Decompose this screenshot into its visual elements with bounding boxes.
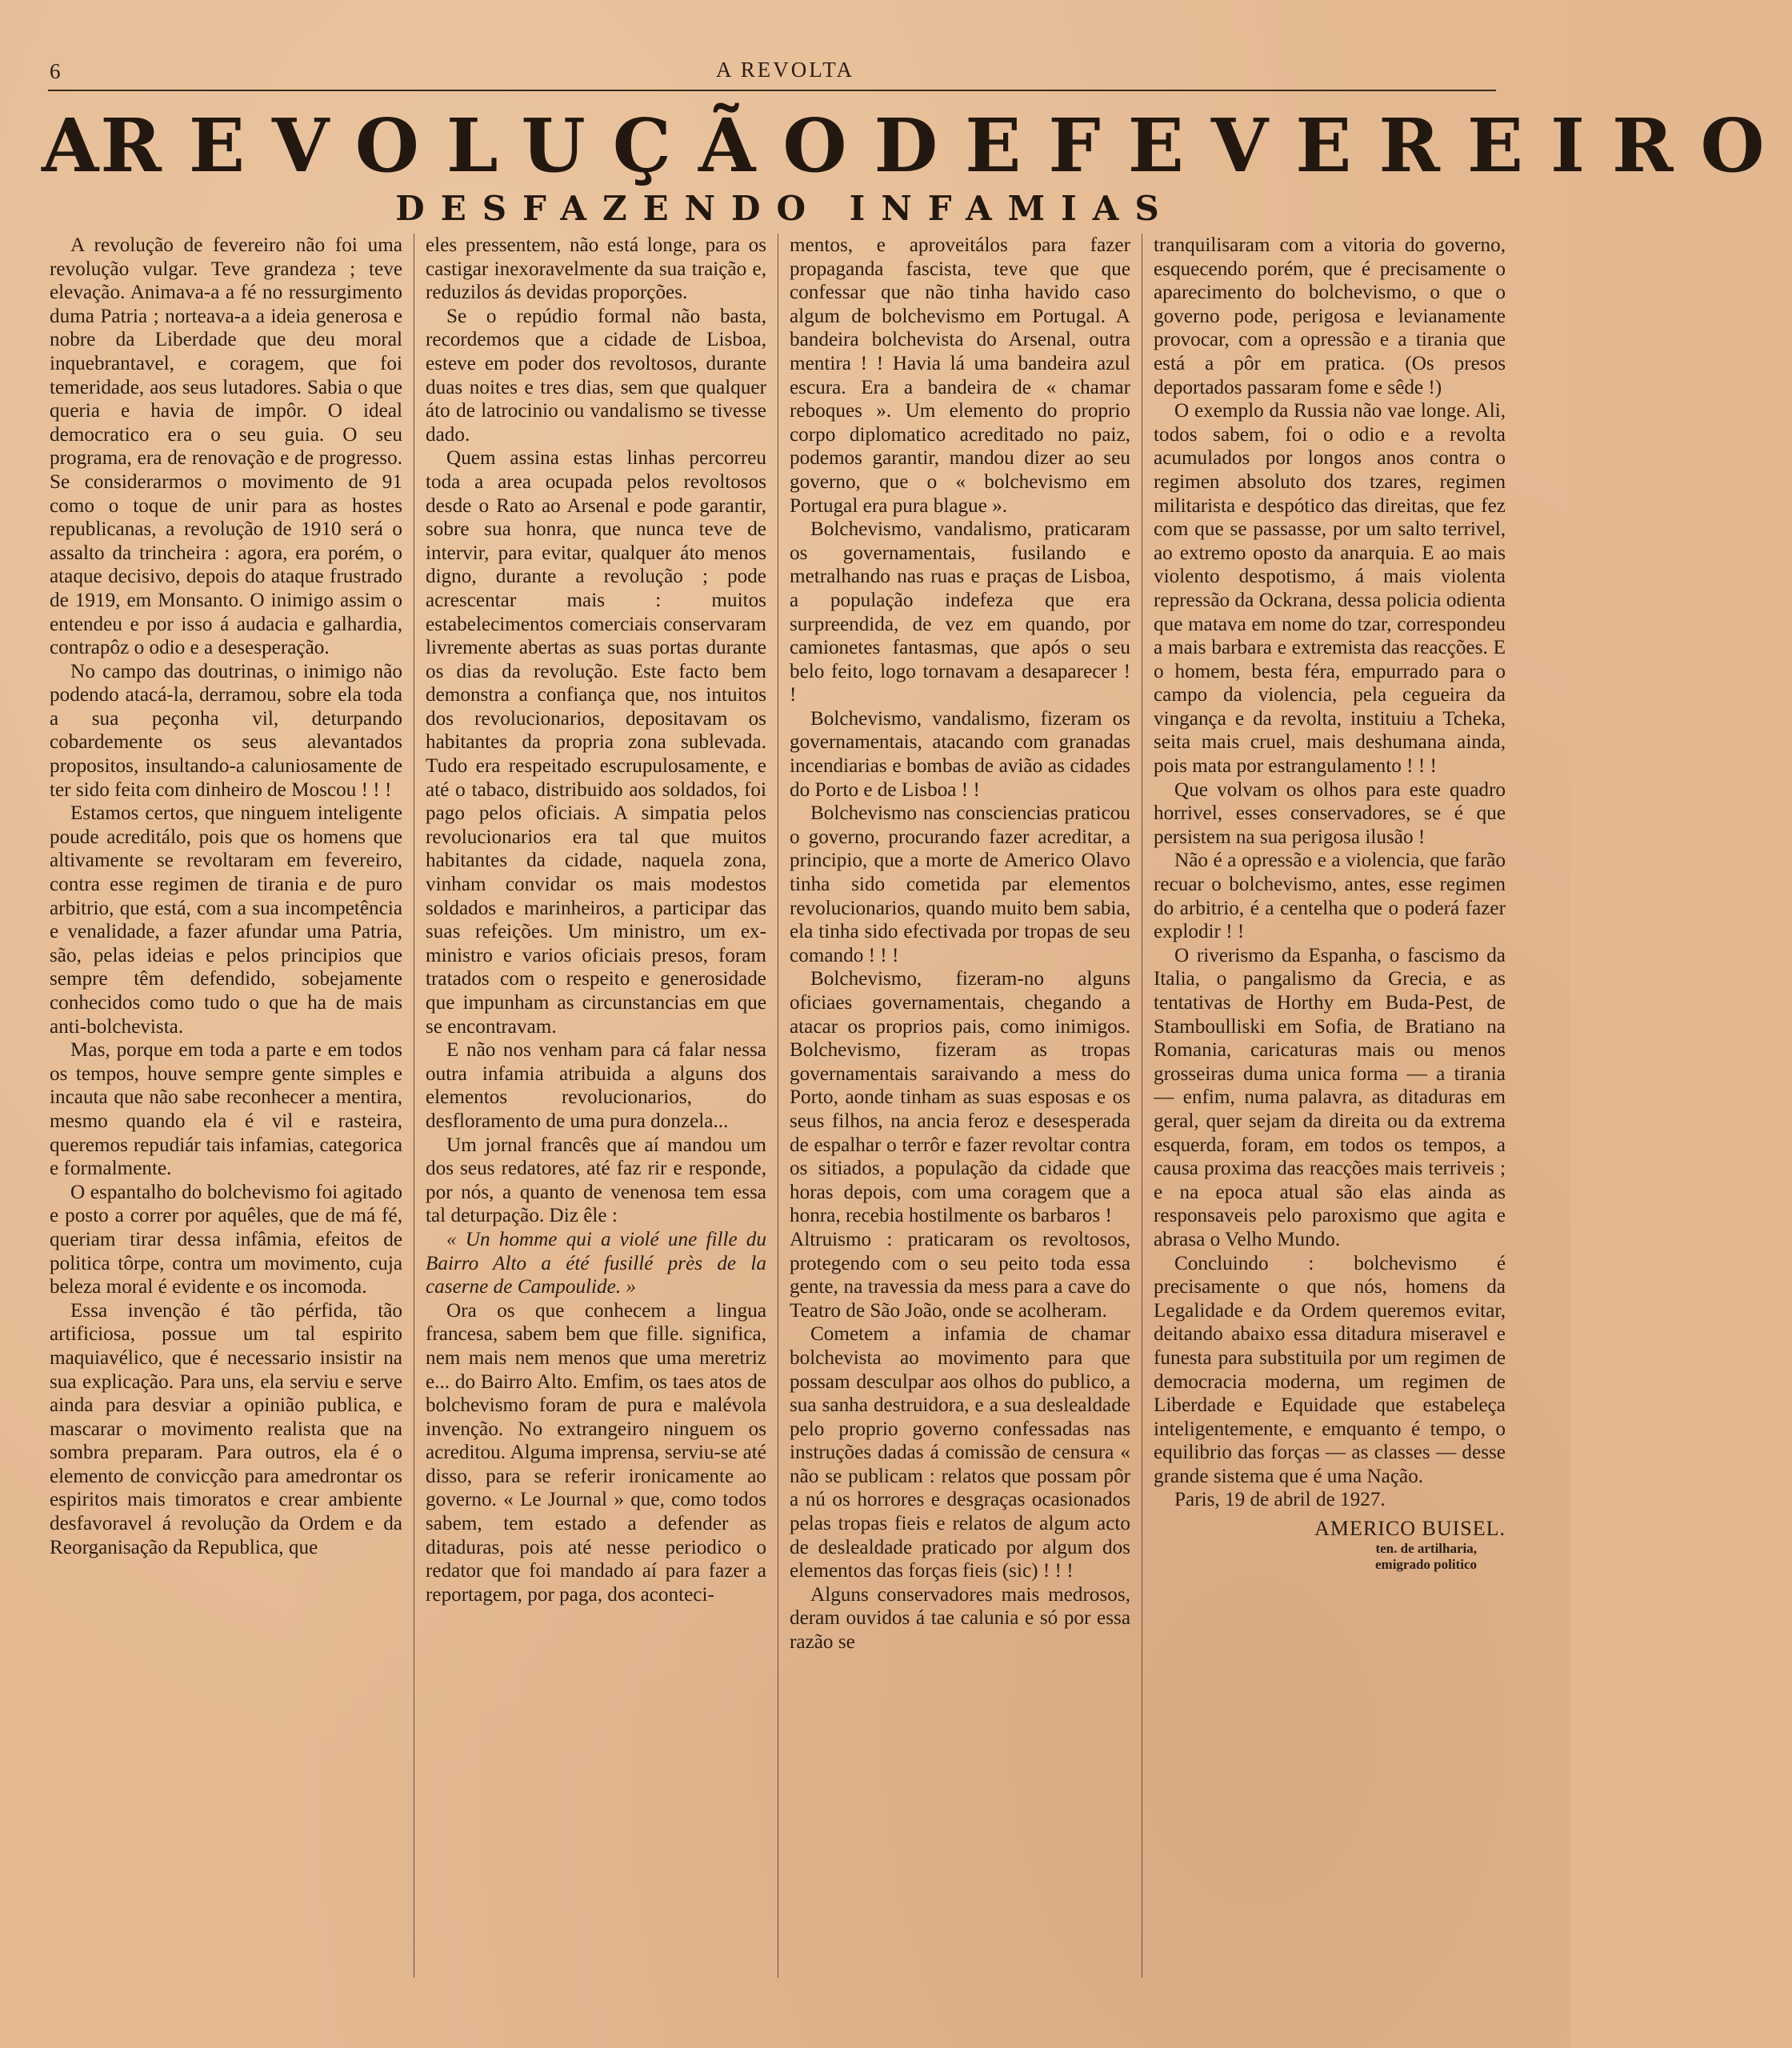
- article-column-2: [414, 234, 778, 1978]
- headline-word: DE: [874, 102, 1049, 189]
- paragraph: Quem assina estas linhas percorreu toda a area ocupada pelos revoltosos desde o Rato ao Arsenal e pode garantir, sobre sua honra, que nunca teve de intervir, para evitar, qualquer áto menos digno, durante a revolução ; pode acrescentar mais : muitos estabelecimentos comerciais conservaram livremente abertas as suas portas durante os dias da revolução. Este facto bem demonstra a confiança que, nos intuitos dos revolucionarios, depositavam os habitantes da propria zona sublevada. Tudo era respeitado escrupulosamente, e até o tabaco, distribuido aos soldados, foi pago pelos oficiais. A simpatia pelos revolucionarios era tal que muitos habitantes da cidade, naquela zona, vinham convidar os mais modestos soldados e marinheiros, a participar das suas refeições. Um ministro, um ex-ministro e varios oficiais presos, foram tratados com o respeito e generosidade que impunham as circunstancias em que se encontravam.: [426, 447, 766, 1038]
- paragraph: O exemplo da Russia não vae longe. Ali, todos sabem, foi o odio e a revolta acumulados por longos anos contra o regimen absoluto dos tzares, regimen militarista e despótico das direitas, que fez com que se passasse, por um salto terrivel, ao extremo oposto da anarquia. E ao mais violento despotismo, á mais violenta repressão da Ockrana, dessa policia odienta que matava em nome do tzar, correspondeu a mais barbara e extremista das reacções. E o homem, besta féra, empurrado para o campo da violencia, pela cegueira da vingança e da revolta, instituiu a Tcheka, seita mais cruel, mais deshumana ainda, pois mata por estrangulamento ! ! !: [1154, 400, 1506, 778]
- paragraph: Não é a opressão e a violencia, que farão recuar o bolchevismo, antes, esse regimen do arbitrio, é a centelha que o poderá fazer explodir ! !: [1154, 850, 1506, 943]
- paragraph: Bolchevismo nas consciencias praticou o governo, procurando fazer acreditar, a principio, que a morte de Americo Olavo tinha sido cometida par elementos revolucionarios, quando muito bem sabia, ela tinha sido efectivada por tropas de seu comando ! ! !: [790, 802, 1130, 966]
- article-column-4: [1142, 234, 1506, 1978]
- paragraph: Bolchevismo, vandalismo, fizeram os governamentais, atacando com granadas incendiarias e bombas de avião as cidades do Porto e de Lisboa ! !: [790, 707, 1130, 801]
- page-number: 6: [50, 59, 62, 83]
- paragraph: E não nos venham para cá falar nessa outra infamia atribuida a alguns dos elementos revolucionarios, do desfloramento de uma pura donzela...: [426, 1039, 766, 1132]
- article-column-3: [778, 234, 1142, 1978]
- paragraph: Mas, porque em toda a parte e em todos os tempos, houve sempre gente simples e incauta que não sabe reconhecer a mentira, mesmo quando ela é vil e rasteira, queremos repudiár tais infamias, categorica e formalmente.: [50, 1039, 402, 1180]
- article-subtitle: DESFAZENDO INFAMIAS: [395, 189, 1175, 228]
- article-body: [50, 234, 1506, 1978]
- signature-block: [1154, 1488, 1506, 1572]
- place-date: Paris, 19 de abril de 1927.: [1174, 1489, 1386, 1511]
- paragraph: Ora os que conhecem a lingua francesa, sabem bem que fille. significa, nem mais nem menos que uma meretriz e... do Bairro Alto. Emfim, os taes atos de bolchevismo foram de pura e malévola invenção. No extrangeiro ninguem os acreditou. Alguma imprensa, serviu-se até disso, para se referir ironicamente ao governo. « Le Journal » que, como todos sabem, tem estado a defender as ditaduras, pois até nesse periodico o redator que foi mandado aí para fazer a reportagem, por paga, dos aconteci-: [426, 1299, 766, 1606]
- paragraph: No campo das doutrinas, o inimigo não podendo atacá-la, derramou, sobre ela toda a sua peçonha vil, deturpando cobardemente os seus alevantados propositos, insultando-a caluniosamente de ter sido feita com dinheiro de Moscou ! ! !: [50, 660, 402, 801]
- paragraph: Essa invenção é tão pérfida, tão artificiosa, possue um tal espirito maquiavélico, que é necessario insistir na sua explicação. Para uns, ela serviu e serve ainda para desviar a opinião publica, e mascarar o movimento realista que na sombra preparam. Para outros, ela é o elemento de convicção para amedrontar os espiritos mais timoratos e crear ambiente desfavoravel á revolução da Ordem e da Reorganisação da Republica, que: [50, 1299, 402, 1558]
- author-name: AMERICO BUISEL.: [1314, 1517, 1506, 1541]
- article-column-1: [50, 234, 414, 1978]
- paragraph: eles pressentem, não está longe, para os castigar inexoravelmente da sua traição e, reduzilos ás devidas proporções.: [426, 234, 766, 304]
- paragraph: Concluindo : bolchevismo é precisamente o que nós, homens da Legalidade e da Ordem queremos evitar, deitando abaixo essa ditadura miseravel e funesta para substituila por um regimen de democracia moderna, um regimen de Liberdade e Equidade que estabeleça inteligentemente, e emquanto é tempo, o equilibrio das forças — as classes — desse grande sistema que é uma Nação.: [1154, 1252, 1506, 1487]
- paragraph: Alguns conservadores mais medrosos, deram ouvidos á tae calunia e só por essa razão se: [790, 1583, 1130, 1654]
- headline-word: FEVEREIRO: [1048, 102, 1792, 189]
- paragraph: Estamos certos, que ninguem inteligente poude acreditálo, pois que os homens que altivamente se revoltaram em fevereiro, contra esse regimen de tirania e de puro arbitrio, que está, com a sua incompetência e venalidade, a fazer afundar uma Patria, são, pelas ideias e pelos principios que sempre têm defendido, sobejamente conhecidos como tudo o que ha de mais anti-bolchevista.: [50, 802, 402, 1038]
- paragraph: Se o repúdio formal não basta, recordemos que a cidade de Lisboa, esteve em poder dos revoltosos, durante duas noites e tres dias, sem que qualquer áto de latrocinio ou vandalismo se tivesse dado.: [426, 305, 766, 446]
- author-rank: ten. de artilharia,: [1375, 1540, 1477, 1556]
- article-headline: [42, 102, 1792, 189]
- paragraph: Que volvam os olhos para este quadro horrivel, esses conservadores, se é que persistem na sua perigosa ilusão !: [1154, 778, 1506, 848]
- paragraph: Altruismo : praticaram os revoltosos, protegendo com o seu peito toda essa gente, na travessia da mess para a cave do Teatro de São João, onde se acolheram.: [790, 1228, 1130, 1322]
- publication-name: A REVOLTA: [715, 58, 855, 82]
- paragraph: Cometem a infamia de chamar bolchevista ao movimento para que possam desculpar aos olhos do publico, a sua sanha destruidora, e a sua deslealdade pelo proprio governo confessadas nas instruções dadas á comissão de censura « não se publicam : relatos que possam pôr a nú os horrores e desgraças ocasionados pelas tropas fieis e relatos de algum acto de deslealdade praticado por algum dos elementos das forças fieis (sic) ! ! !: [790, 1323, 1130, 1582]
- paragraph: O riverismo da Espanha, o fascismo da Italia, o pangalismo da Grecia, e as tentativas de Horthy em Buda-Pest, de Stamboulliski em Sofia, de Bratiano na Romania, caricaturas mais ou menos grosseiras duma unica forma — a tirania — enfim, numa palavra, as ditaduras em geral, quer sejam da direita ou da extrema esquerda, foram, em todos os tempos, a causa proxima das reacções mais terriveis ; e na epoca atual são elas ainda as responsaveis pelo paroxismo que agita e abrasa o Velho Mundo.: [1154, 944, 1506, 1250]
- paragraph: Um jornal francês que aí mandou um dos seus redatores, até faz rir e responde, por nós, a quanto de venenosa tem essa tal deturpação. Diz êle :: [426, 1134, 766, 1227]
- headline-word: REVOLUÇÃO: [100, 102, 874, 189]
- paragraph: tranquilisaram com a vitoria do governo, esquecendo porém, que é precisamente o aparecimento do bolchevismo, o que o governo pode, perigosa e levianamente provocar, com a opressão e a tirania que está a pôr em pratica. (Os presos deportados passaram fome e sêde !): [1154, 234, 1506, 398]
- headline-word: A: [42, 102, 101, 189]
- header-rule: [48, 90, 1496, 91]
- author-status: emigrado politico: [1374, 1556, 1477, 1572]
- paragraph: A revolução de fevereiro não foi uma revolução vulgar. Teve grandeza ; teve elevação. Animava-a a fé no ressurgimento duma Patria ; norteava-a a ideia generosa e nobre da Liberdade que deu moral inquebrantavel, e coragem, que foi temeridade, aos seus lutadores. Sabia o que queria e havia de impôr. O ideal democratico era o seu guia. O seu programa, era de renovação e de progresso. Se considerarmos o movimento de 91 como o toque de unir para as hostes republicanas, a revolução de 1910 será o assalto da trincheira : agora, era porém, o ataque decisivo, depois do ataque frustrado de 1919, em Monsanto. O inimigo assim o entendeu e por isso á audacia e galhardia, contrapôz o odio e a desesperação.: [50, 234, 402, 659]
- paragraph: O espantalho do bolchevismo foi agitado e posto a correr por aquêles, que de má fé, queriam tirar dessa infâmia, efeitos de politica tôrpe, contra um movimento, cuja beleza moral é evidente e os incomoda.: [50, 1181, 402, 1298]
- quote-paragraph: « Un homme qui a violé une fille du Bairro Alto a été fusillé près de la caserne de Campoulide. »: [426, 1228, 766, 1298]
- paragraph: mentos, e aproveitálos para fazer propaganda fascista, teve que que confessar que não tinha havido caso algum de bolchevismo em Portugal. A bandeira bolchevista do Arsenal, outra mentira ! ! Havia lá uma bandeira azul escura. Era a bandeira de « chamar reboques ». Um elemento do proprio corpo diplomatico acreditado no paiz, podemos garantir, mandou dizer ao seu governo, que o « bolchevismo em Portugal era pura blague ».: [790, 234, 1130, 517]
- paragraph: Bolchevismo, vandalismo, praticaram os governamentais, fusilando e metralhando nas ruas e praças de Lisboa, a população indefeza que era surpreendida, de vez em quando, por camionetes fantasmas, que após o seu belo feito, logo tornavam a desaparecer ! !: [790, 518, 1130, 706]
- paragraph: Bolchevismo, fizeram-no alguns oficiaes governamentais, chegando a atacar os proprios pais, como inimigos. Bolchevismo, fizeram as tropas governamentais saraivando a mess do Porto, aonde tinham as suas esposas e os seus filhos, na ancia feroz e desesperada de espalhar o terrôr e fazer revoltar contra os sitiados, a população da cidade que horas depois, com uma coragem que a honra, recebia hostilmente os barbaros !: [790, 968, 1130, 1227]
